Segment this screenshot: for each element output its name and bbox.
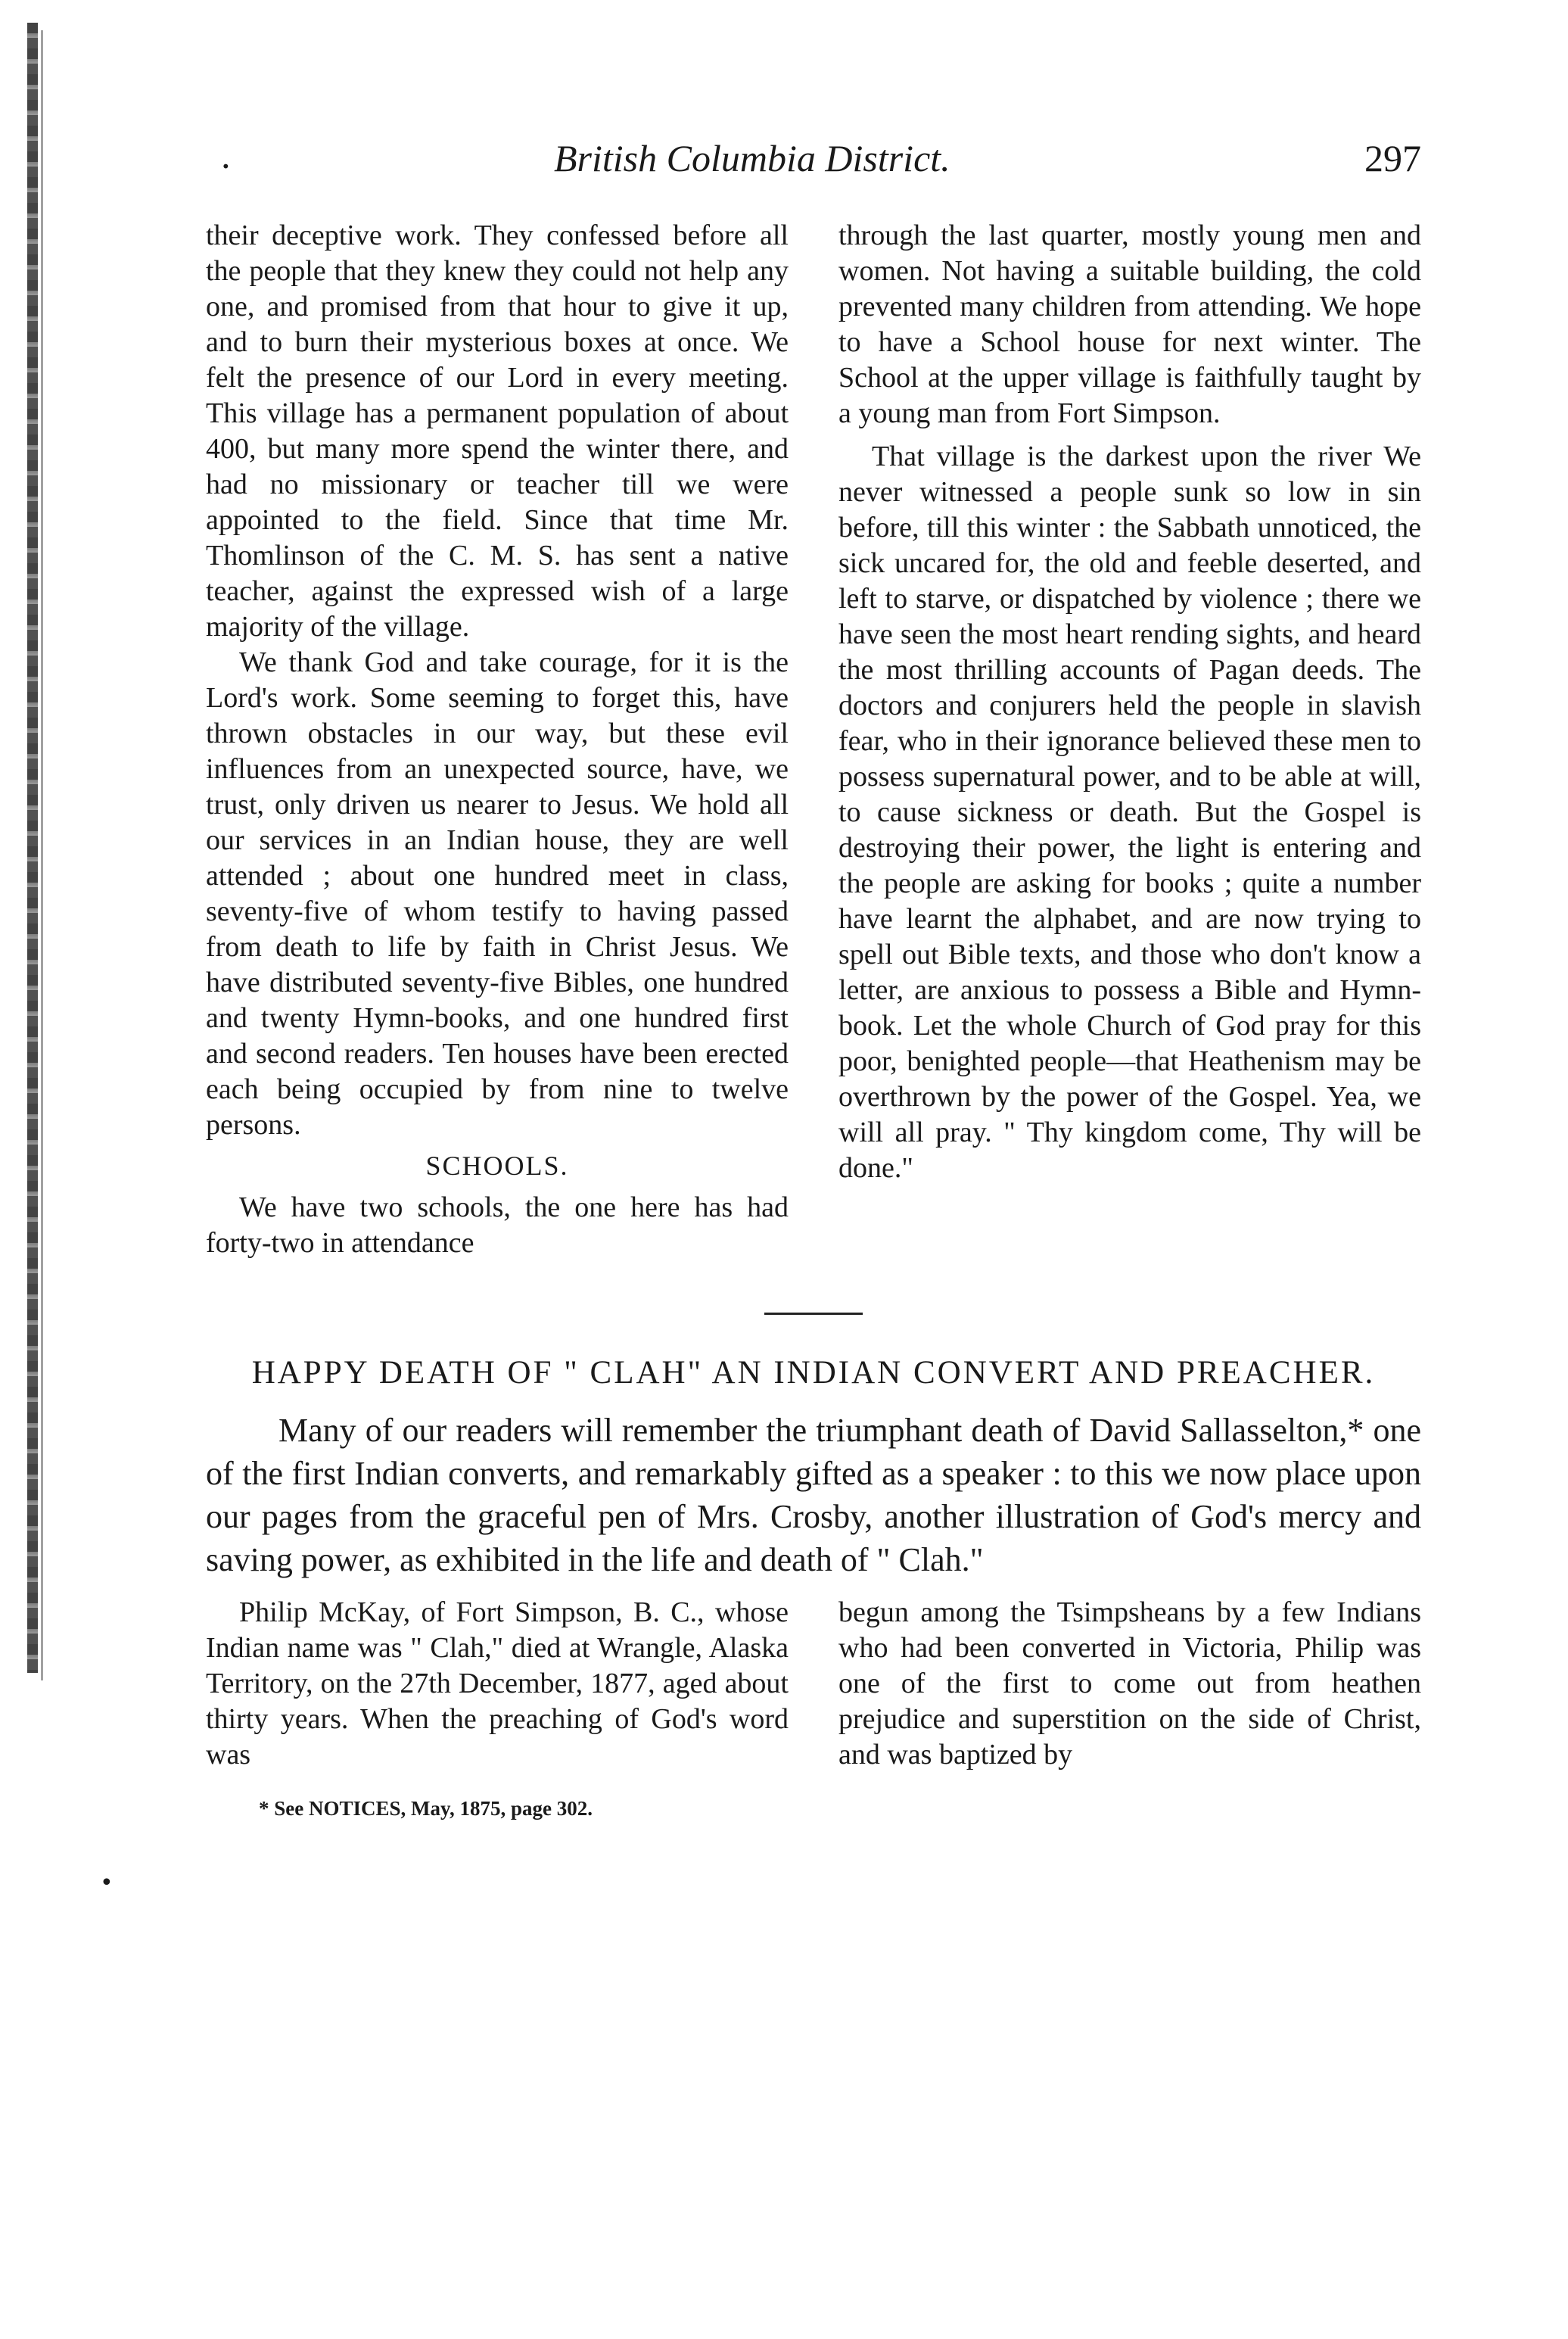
article-columns <box>206 1595 1421 1773</box>
running-header <box>206 136 1421 195</box>
margin-mark: • <box>100 1870 114 1896</box>
article-left-column <box>206 1595 789 1773</box>
report-columns <box>206 218 1421 1261</box>
right-paragraph-1: through the last quarter, mostly young men and women. Not having a suitable building, the cold prevented many children from attending. We hope to have a School house for next winter. The School at the upper village is faithfully taught by a young man from Fort Simpson. <box>838 220 1421 429</box>
left-paragraph-1: their deceptive work. They confessed before all the people that they knew they could not help any one, and promised from that hour to give it up, and to burn their mysterious boxes at once. We felt the presence of our Lord in every meeting. This village has a permanent population of about 400, but many more spend the winter there, and had no missionary or teacher till we were appointed to the field. Since that time Mr. Thomlinson of the C. M. S. has sent a native teacher, against the expressed wish of a large majority of the village. <box>206 220 789 643</box>
running-title: British Columbia District. <box>554 137 950 179</box>
book-gutter-line <box>41 30 43 1680</box>
left-column <box>206 218 789 1261</box>
article-right-paragraph: begun among the Tsimpsheans by a few Indians who had been converted in Victoria, Philip was one of the first to come out from heathen prejudice and superstition on the side of Christ, and was baptized by <box>838 1596 1421 1771</box>
article-title: HAPPY DEATH OF " CLAH" AN INDIAN CONVERT AND PREACHER. <box>251 1355 1376 1391</box>
schools-heading: SCHOOLS. <box>425 1151 569 1181</box>
right-column <box>838 218 1421 1261</box>
section-divider <box>764 1313 863 1315</box>
page-number: 297 <box>1364 137 1421 179</box>
footnote: * See NOTICES, May, 1875, page 302. <box>259 1797 593 1820</box>
page <box>206 136 1421 1820</box>
header-dot: · <box>219 145 232 187</box>
article-right-column <box>838 1595 1421 1773</box>
intro-paragraph: Many of our readers will remember the triumphant death of David Sallasselton,* one of the first Indian converts, and remarkably gifted as a speaker : to this we now place upon our pages from the graceful pen of Mrs. Crosby, another illustration of God's mercy and saving power, as exhibited in the life and death of " Clah." <box>206 1412 1421 1578</box>
right-paragraph-2: That village is the darkest upon the river We never witnessed a people sunk so low in sin before, till this winter : the Sabbath unnoticed, the sick uncared for, the old and feeble deserted, and left to starve, or dispatched by violence ; there we have seen the most heart rending sights, and heard the most thrilling accounts of Pagan deeds. The doctors and conjurers held the people in slavish fear, who in their ignorance believed these men to possess supernatural power, and to be able at will, to cause sickness or death. But the Gospel is destroying their power, the light is entering and the people are asking for books ; quite a number have learnt the alphabet, and are now trying to spell out Bible texts, and those who don't know a letter, are anxious to possess a Bible and Hymn-book. Let the whole Church of God pray for this poor, benighted people—that Heathenism may be overthrown by the power of the Gospel. Yea, we will all pray. " Thy kingdom come, Thy will be done." <box>838 441 1421 1184</box>
book-spine-shadow <box>27 23 38 1673</box>
left-paragraph-2: We thank God and take courage, for it is the Lord's work. Some seeming to forget this, have thrown obstacles in our way, but these evil influences from an unexpected source, have, we trust, only driven us nearer to Jesus. We hold all our services in an Indian house, they are well attended ; about one hundred meet in class, seventy-five of whom testify to having passed from death to life by faith in Christ Jesus. We have distributed seventy-five Bibles, one hundred and twenty Hymn-books, and one hundred first and second readers. Ten houses have been erected each being occupied by from nine to twelve persons. <box>206 646 789 1141</box>
article-left-paragraph: Philip McKay, of Fort Simpson, B. C., whose Indian name was " Clah," died at Wrangle, Alaska Territory, on the 27th December, 1877, aged about thirty years. When the preaching of God's word was <box>206 1596 789 1771</box>
left-paragraph-3: We have two schools, the one here has had forty-two in attendance <box>206 1191 789 1259</box>
article-intro <box>206 1409 1421 1581</box>
